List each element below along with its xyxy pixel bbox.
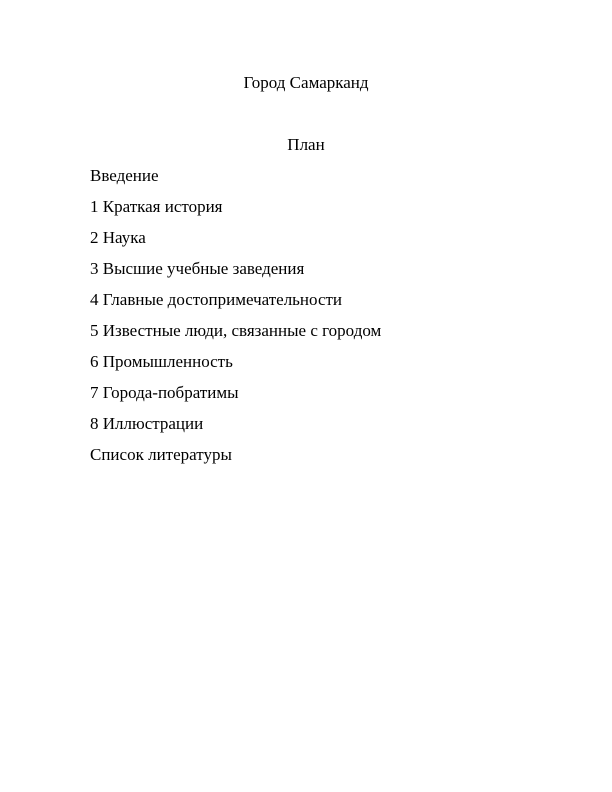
toc-item-famous-people: 5 Известные люди, связанные с городом — [90, 321, 382, 340]
toc-item-landmarks: 4 Главные достопримечательности — [90, 290, 343, 309]
toc-item-industry: 6 Промышленность — [90, 352, 233, 371]
toc-item-illustrations: 8 Иллюстрации — [90, 414, 204, 433]
toc-item-universities: 3 Высшие учебные заведения — [90, 259, 305, 278]
toc-item-history: 1 Краткая история — [90, 197, 223, 216]
plan-heading: План — [287, 135, 325, 154]
toc-item-bibliography: Список литературы — [90, 445, 232, 464]
toc-item-science: 2 Наука — [90, 228, 146, 247]
document-title: Город Самарканд — [243, 73, 369, 92]
toc-item-introduction: Введение — [90, 166, 159, 185]
table-of-contents — [90, 166, 530, 476]
toc-item-twin-cities: 7 Города-побратимы — [90, 383, 239, 402]
